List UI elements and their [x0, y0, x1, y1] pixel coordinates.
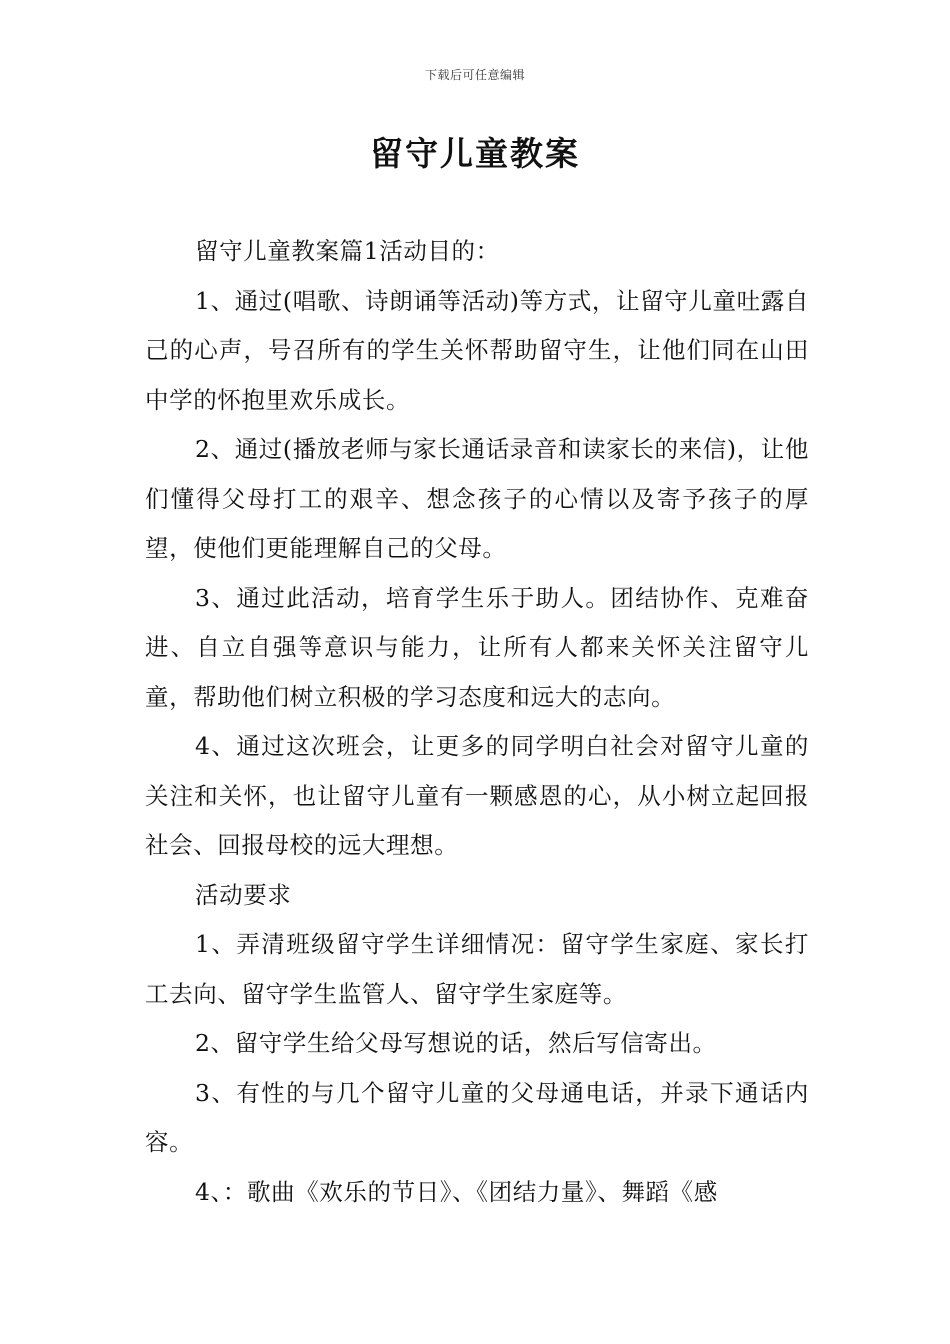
section-heading-requirements: 活动要求	[195, 880, 292, 909]
paragraph-goal-4: 4、通过这次班会，让更多的同学明白社会对留守儿童的关注和关怀，也让留守儿童有一颗感恩的心，从小树立起回报社会、回报母校的远大理想。	[145, 732, 809, 859]
paragraph-intro: 留守儿童教案篇1活动目的：	[195, 237, 500, 265]
document-title: 留守儿童教案	[370, 134, 580, 173]
paragraph-goal-2: 2、通过(播放老师与家长通话录音和读家长的来信)，让他们懂得父母打工的艰辛、想念孩子的心情以及寄予孩子的厚望，使他们更能理解自己的父母。	[145, 435, 809, 562]
document-body	[145, 227, 809, 1217]
paragraph-requirement-1: 1、弄清班级留守学生详细情况：留守学生家庭、家长打工去向、留守学生监管人、留守学生家庭等。	[145, 930, 809, 1008]
paragraph-requirement-2: 2、留守学生给父母写想说的话，然后写信寄出。	[195, 1029, 717, 1057]
paragraph-requirement-3: 3、有性的与几个留守儿童的父母通电话，并录下通话内容。	[145, 1078, 809, 1156]
header-note: 下载后可任意编辑	[424, 68, 525, 82]
paragraph-goal-1: 1、通过(唱歌、诗朗诵等活动)等方式，让留守儿童吐露自己的心声，号召所有的学生关怀帮助留守生，让他们同在山田中学的怀抱里欢乐成长。	[145, 286, 809, 414]
paragraph-requirement-4: 4、：歌曲《欢乐的节日》、《团结力量》、舞蹈《感	[195, 1177, 718, 1206]
paragraph-goal-3: 3、通过此活动，培育学生乐于助人。团结协作、克难奋进、自立自强等意识与能力，让所有人都来关怀关注留守儿童，帮助他们树立积极的学习态度和远大的志向。	[145, 583, 809, 711]
